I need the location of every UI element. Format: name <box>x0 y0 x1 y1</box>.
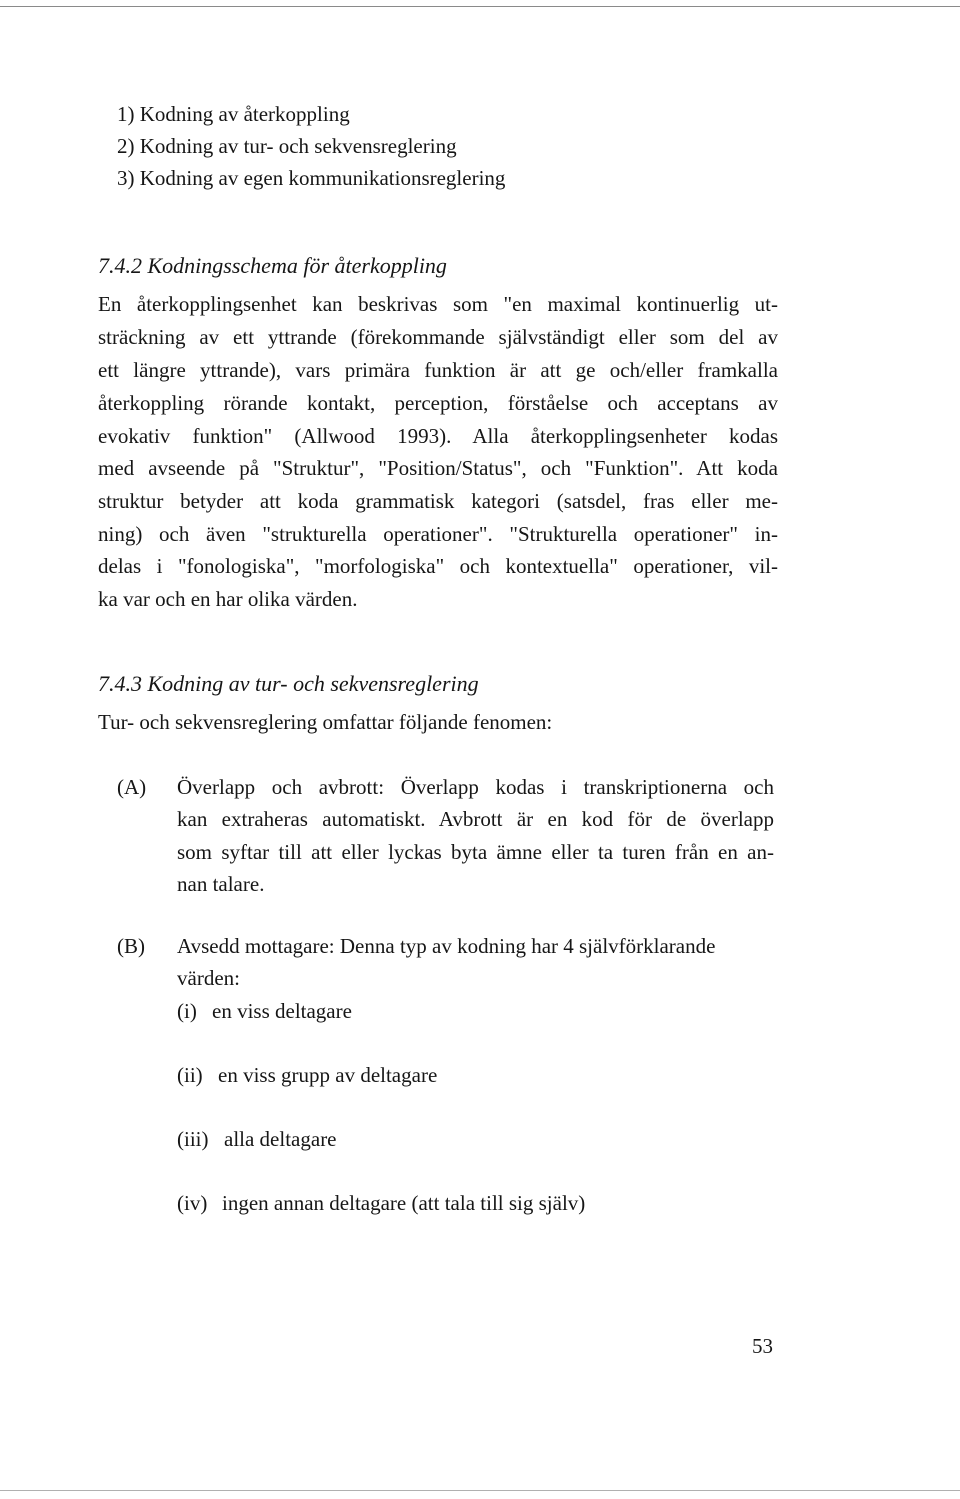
item-b-line: Avsedd mottagare: Denna typ av kodning har 4 självförklarande <box>177 934 716 958</box>
paragraph-line: delas i "fonologiska", "morfologiska" och kontextuella" operationer, vil- <box>98 554 778 578</box>
list-item-2: 2) Kodning av tur- och sekvensreglering <box>117 134 457 158</box>
page-number: 53 <box>752 1334 773 1358</box>
section-heading-7-4-2: 7.4.2 Kodningsschema för återkoppling <box>98 253 447 278</box>
item-b-line: värden: <box>177 966 240 990</box>
top-scan-edge <box>0 6 960 7</box>
item-a-line: kan extraheras automatiskt. Avbrott är en kod för de överlapp <box>177 807 774 831</box>
sub-item-text-iii: alla deltagare <box>224 1127 337 1151</box>
paragraph-line: sträckning av ett yttrande (förekommande självständigt eller som del av <box>98 325 778 349</box>
paragraph-line: ett längre yttrande), vars primära funktion är att ge och/eller framkalla <box>98 358 778 382</box>
sub-item-text-iv: ingen annan deltagare (att tala till sig själv) <box>222 1191 586 1215</box>
sub-item-label-i: (i) <box>177 999 197 1023</box>
sub-item-label-iv: (iv) <box>177 1191 208 1215</box>
sub-item-text-ii: en viss grupp av deltagare <box>218 1063 438 1087</box>
sub-item-label-ii: (ii) <box>177 1063 203 1087</box>
item-a-line: Överlapp och avbrott: Överlapp kodas i transkriptionerna och <box>177 775 774 799</box>
paragraph-line: ning) och även "strukturella operationer". "Strukturella operationer" in- <box>98 522 778 546</box>
section-heading-7-4-3: 7.4.3 Kodning av tur- och sekvensreglering <box>98 671 479 696</box>
item-label-a: (A) <box>117 775 147 799</box>
item-a-line: som syftar till att eller lyckas byta ämne eller ta turen från en an- <box>177 840 774 864</box>
sub-item-text-i: en viss deltagare <box>212 999 352 1023</box>
paragraph-line: En återkopplingsenhet kan beskrivas som "en maximal kontinuerlig ut- <box>98 292 778 316</box>
bottom-scan-edge <box>0 1490 960 1491</box>
item-a-line: nan talare. <box>177 872 265 896</box>
paragraph-line: struktur betyder att koda grammatisk kategori (satsdel, fras eller me- <box>98 489 778 513</box>
paragraph-line: återkoppling rörande kontakt, perception, förståelse och acceptans av <box>98 391 778 415</box>
item-label-b: (B) <box>117 934 145 958</box>
list-item-3: 3) Kodning av egen kommunikationsreglering <box>117 166 506 190</box>
section-intro: Tur- och sekvensreglering omfattar följande fenomen: <box>98 710 553 734</box>
paragraph-line: evokativ funktion" (Allwood 1993). Alla återkopplingsenheter kodas <box>98 424 778 448</box>
list-item-1: 1) Kodning av återkoppling <box>117 102 350 126</box>
paragraph-line: med avseende på "Struktur", "Position/Status", och "Funktion". Att koda <box>98 456 778 480</box>
paragraph-line: ka var och en har olika värden. <box>98 587 358 611</box>
sub-item-label-iii: (iii) <box>177 1127 209 1151</box>
